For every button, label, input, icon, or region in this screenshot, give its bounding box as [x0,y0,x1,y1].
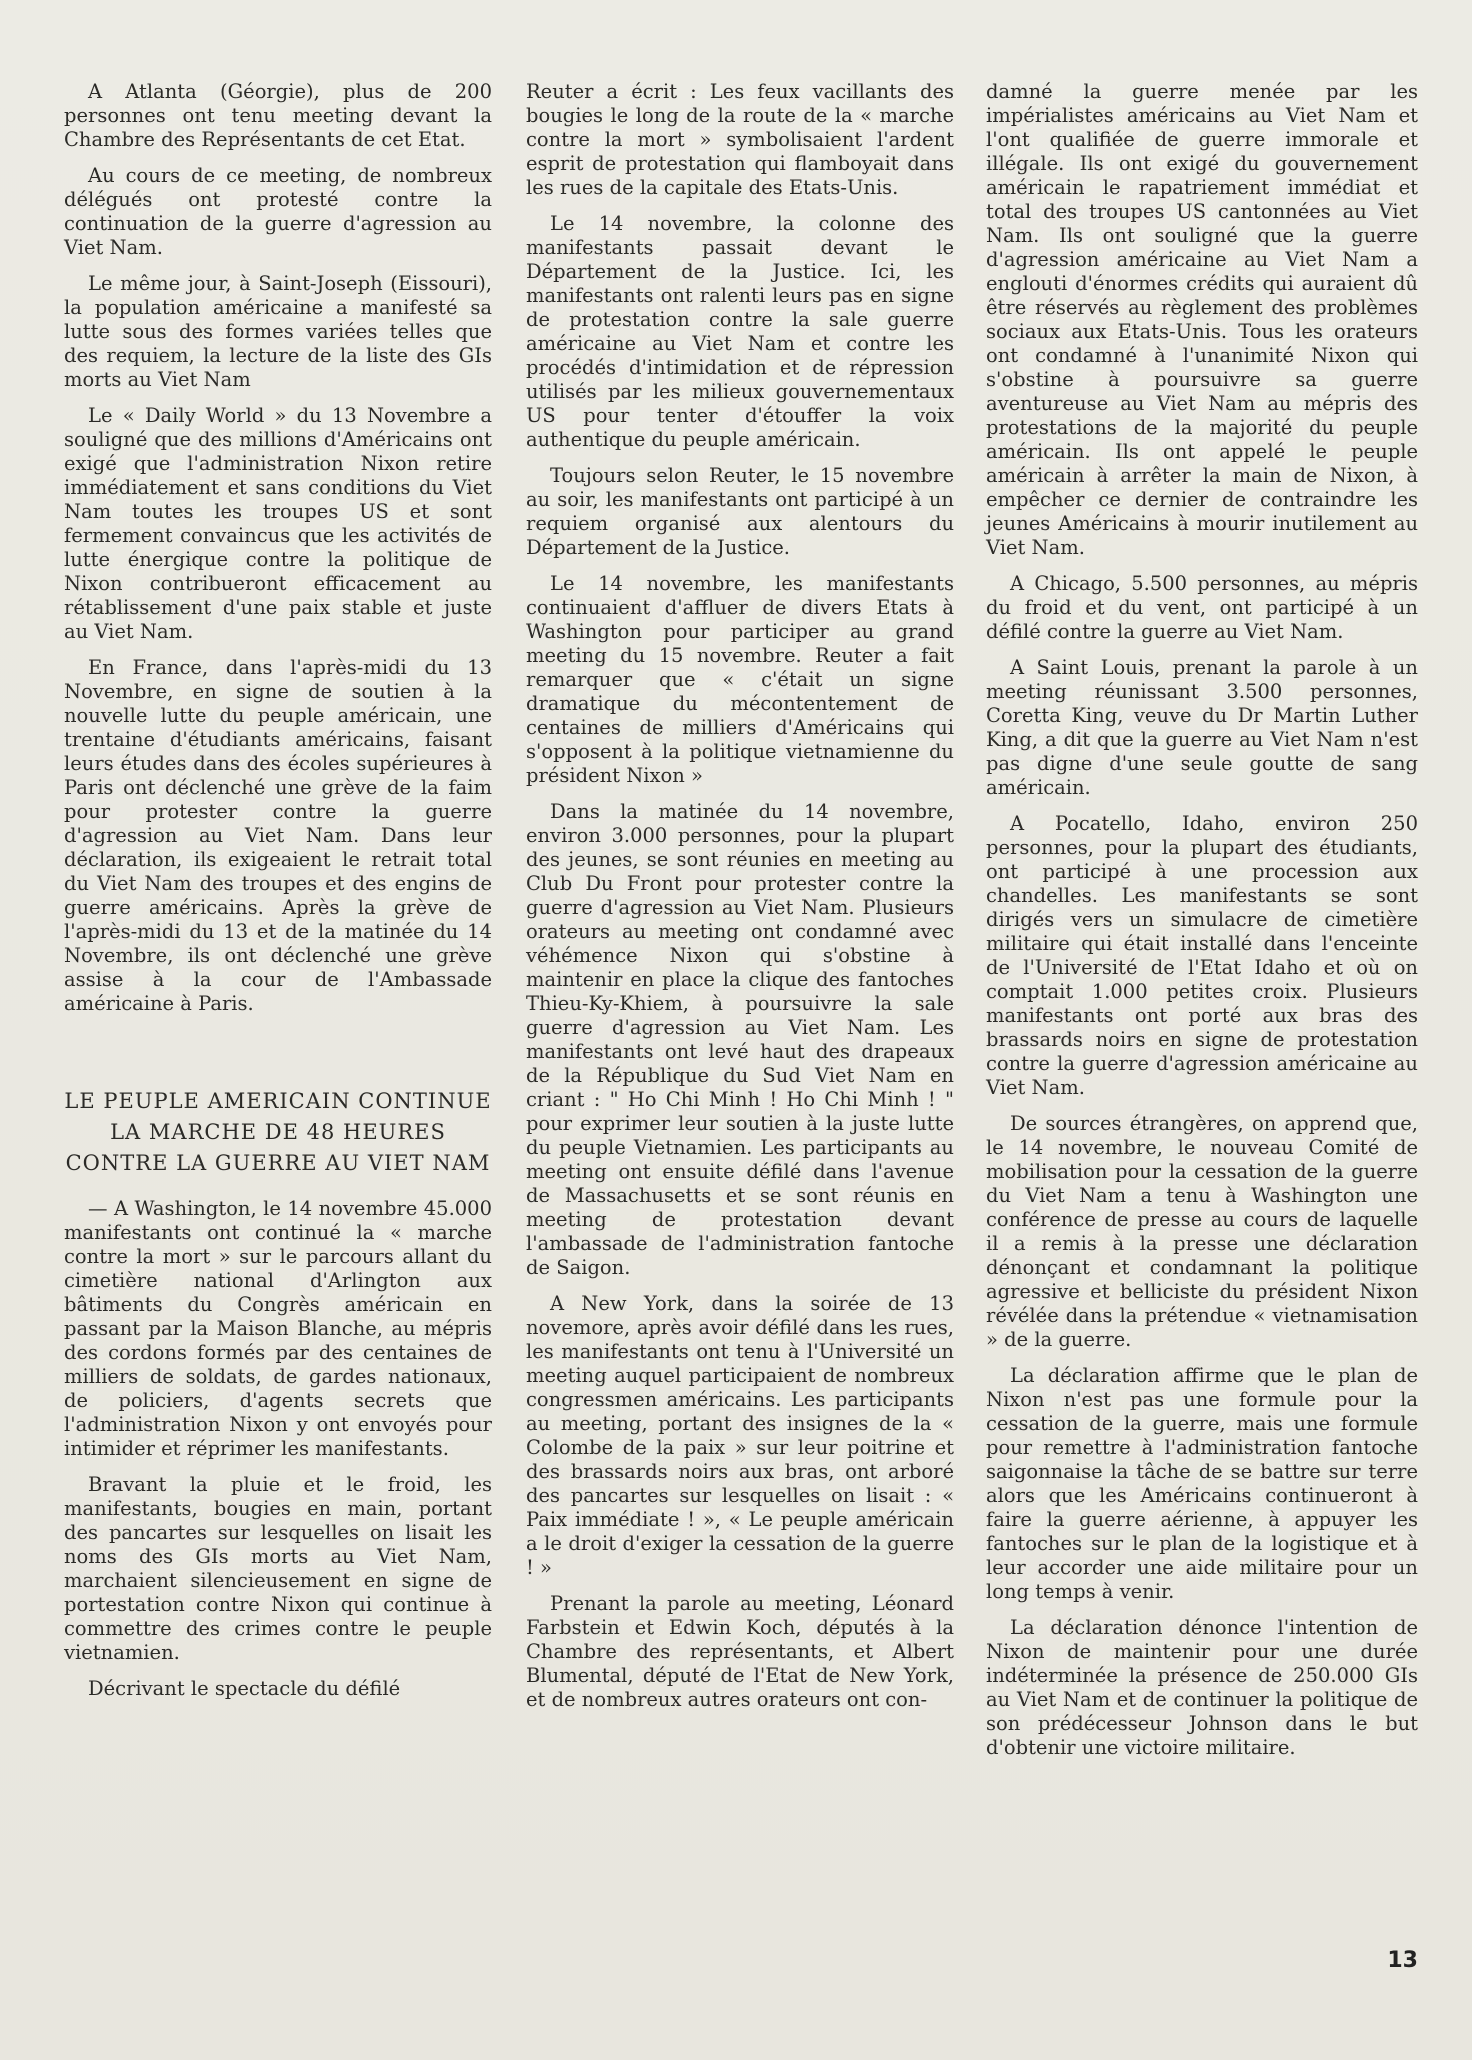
paragraph-saint-joseph: Le même jour, à Saint-Joseph (Eissouri), la population américaine a manifesté sa lutte sous des formes variées telles que des requiem, la lecture de la liste des GIs morts au Viet Nam [64,272,492,391]
paragraph-new-york: A New York, dans la soirée de 13 novemore, après avoir défilé dans les rues, les manifestants ont tenu à l'Université un meeting auquel participaient de nombreux congressmen américains. Les participants au meeting, portant des insignes de la « Colombe de la paix » sur leur poitrine et des brassards noirs aux bras, ont arboré des pancartes sur lesquelles on lisait : « Paix immédiate ! », « Le peuple américain a le droit d'exiger la cessation de la guerre ! » [526,1292,954,1579]
paragraph-france: En France, dans l'après-midi du 13 Novembre, en signe de soutien à la nouvelle lutte du peuple américain, une trentaine d'étudiants américains, faisant leurs études dans des écoles supérieures à Paris ont déclenché une grève de la faim pour protester contre la guerre d'agression au Viet Nam. Dans leur déclaration, ils exigeaient le retrait total du Viet Nam des troupes et des engins de guerre américains. Après la grève de l'après-midi du 13 et de la matinée du 14 Novembre, ils ont déclenché une grève assise à la cour de l'Ambassade américaine à Paris. [64,656,492,1015]
paragraph-comite: De sources étrangères, on apprend que, le 14 novembre, le nouveau Comité de mobilisation pour la cessation de la guerre du Viet Nam a tenu à Washington une conférence de presse au cours de laquelle il a remis à la presse une déclaration dénonçant et condamnant la politique agressive et belliciste du président Nixon révélée dans la prétendue « vietnamisation » de la guerre. [986,1112,1418,1351]
paragraph-requiem: Toujours selon Reuter, le 15 novembre au soir, les manifestants ont participé à un requiem organisé aux alentours du Département de la Justice. [526,464,954,559]
column-left [64,80,492,1713]
page-number: 13 [1387,1948,1418,1973]
paragraph-justice: Le 14 novembre, la colonne des manifestants passait devant le Département de la Justice. Ici, les manifestants ont ralenti leurs pas en signe de protestation contre la sale guerre américaine au Viet Nam et contre les procédés d'intimidation et de répression utilisés par les milieux gouvernementaux US pour tenter d'étouffer la voix authentique du peuple américain. [526,212,954,451]
paragraph-declaration: La déclaration affirme que le plan de Nixon n'est pas une formule pour la cessation de la guerre, mais une formule pour remettre à l'administration fantoche saigonnaise la tâche de se battre sur terre alors que les Américains continueront à faire la guerre aérienne, à appuyer les fantoches sur le plan de la logistique et à leur accorder une aide militaire pour un long temps à venir. [986,1364,1418,1603]
paragraph-washington: — A Washington, le 14 novembre 45.000 manifestants ont continué la « marche contre la mort » sur le parcours allant du cimetière national d'Arlington aux bâtiments du Congrès américain en passant par la Maison Blanche, au mépris des cordons formés par des centaines de milliers de soldats, de gardes nationaux, de policiers, d'agents secrets que l'administration Nixon y ont envoyés pour intimider et réprimer les manifestants. [64,1197,492,1460]
column-right [986,80,1418,1772]
paragraph-atlanta: A Atlanta (Géorgie), plus de 200 personnes ont tenu meeting devant la Chambre des Représentants de cet Etat. [64,80,492,151]
paragraph-farbstein: Prenant la parole au meeting, Léonard Farbstein et Edwin Koch, députés à la Chambre des représentants, et Albert Blumental, député de l'Etat de New York, et de nombreux autres orateurs ont con- [526,1592,954,1711]
paragraph-daily-world: Le « Daily World » du 13 Novembre a souligné que des millions d'Américains ont exigé que l'administration Nixon retire immédiatement et sans conditions du Viet Nam toutes les troupes US et sont fermement convaincus que les activités de lutte énergique contre la politique de Nixon contribueront efficacement au rétablissement d'une paix stable et juste au Viet Nam. [64,404,492,643]
paragraph-reuter: Reuter a écrit : Les feux vacillants des bougies le long de la route de la « marche contre la mort » symbolisaient l'ardent esprit de protestation qui flamboyait dans les rues de la capitale des Etats-Unis. [526,80,954,199]
paragraph-decrivant: Décrivant le spectacle du défilé [88,1677,401,1700]
paragraph-chicago: A Chicago, 5.500 personnes, au mépris du froid et du vent, ont participé à un défilé contre la guerre au Viet Nam. [986,572,1418,643]
paragraph-denonce: La déclaration dénonce l'intention de Nixon de maintenir pour une durée indéterminée la présence de 250.000 GIs au Viet Nam et de continuer la politique de son prédécesseur Johnson dans le but d'obtenir une victoire militaire. [986,1616,1418,1759]
paragraph-bravant: Bravant la pluie et le froid, les manifestants, bougies en main, portant des pancartes sur lesquelles on lisait les noms des GIs morts au Viet Nam, marchaient silencieusement en signe de portestation contre Nixon qui continue à commettre des crimes contre le peuple vietnamien. [64,1473,492,1664]
paragraph-saint-louis: A Saint Louis, prenant la parole à un meeting réunissant 3.500 personnes, Coretta King, veuve du Dr Martin Luther King, a dit que la guerre au Viet Nam n'est pas digne d'une seule goutte de sang américain. [986,656,1418,799]
paragraph-pocatello: A Pocatello, Idaho, environ 250 personnes, pour la plupart des étudiants, ont participé à une procession aux chandelles. Les manifestants se sont dirigés vers un simulacre de cimetière militaire qui était installé dans l'enceinte de l'Université de l'Etat Idaho et où on comptait 1.000 petites croix. Plusieurs manifestants ont porté aux bras des brassards noirs en signe de protestation contre la guerre d'agression américaine au Viet Nam. [986,812,1418,1099]
column-middle [526,80,954,1724]
paragraph-club-du-front: Dans la matinée du 14 novembre, environ 3.000 personnes, pour la plupart des jeunes, se sont réunies en meeting au Club Du Front pour protester contre la guerre d'agression au Viet Nam. Plusieurs orateurs au meeting ont condamné avec véhémence Nixon qui s'obstine à maintenir en place la clique des fantoches Thieu-Ky-Khiem, à poursuivre la sale guerre d'agression au Viet Nam. Les manifestants ont levé haut des drapeaux de la République du Sud Viet Nam en criant : " Ho Chi Minh ! Ho Chi Minh ! " pour exprimer leur soutien à la juste lutte du peuple Vietnamien. Les participants au meeting ont ensuite défilé dans l'avenue de Massachusetts et se sont réunis en meeting de protestation devant l'ambassade de l'administration fantoche de Saigon. [526,800,954,1279]
section-heading: LE PEUPLE AMERICAIN CONTINUE LA MARCHE DE 48 HEURES CONTRE LA GUERRE AU VIET NAM [64,1089,492,1175]
paragraph-condamne: damné la guerre menée par les impérialistes américains au Viet Nam et l'ont qualifiée de guerre immorale et illégale. Ils ont exigé du gouvernement américain le rapatriement immédiat et total des troupes US cantonnées au Viet Nam. Ils ont souligné que la guerre d'agression américaine au Viet Nam a englouti d'énormes crédits qui auraient dû être réservés au règlement des problèmes sociaux aux Etats-Unis. Tous les orateurs ont condamné à l'unanimité Nixon qui s'obstine à poursuivre sa guerre aventureuse au Viet Nam au mépris des protestations de la majorité du peuple américain. Ils ont appelé le peuple américain à arrêter la main de Nixon, à empêcher ce dernier de contraindre les jeunes Américains à mourir inutilement au Viet Nam. [986,80,1418,559]
paragraph-meeting: Au cours de ce meeting, de nombreux délégués ont protesté contre la continuation de la guerre d'agression au Viet Nam. [64,164,492,259]
paragraph-grand-meeting: Le 14 novembre, les manifestants continuaient d'affluer de divers Etats à Washington pour participer au grand meeting du 15 novembre. Reuter a fait remarquer que « c'était un signe dramatique du mécontentement de centaines de milliers d'Américains qui s'opposent à la politique vietnamienne du président Nixon » [526,572,954,787]
